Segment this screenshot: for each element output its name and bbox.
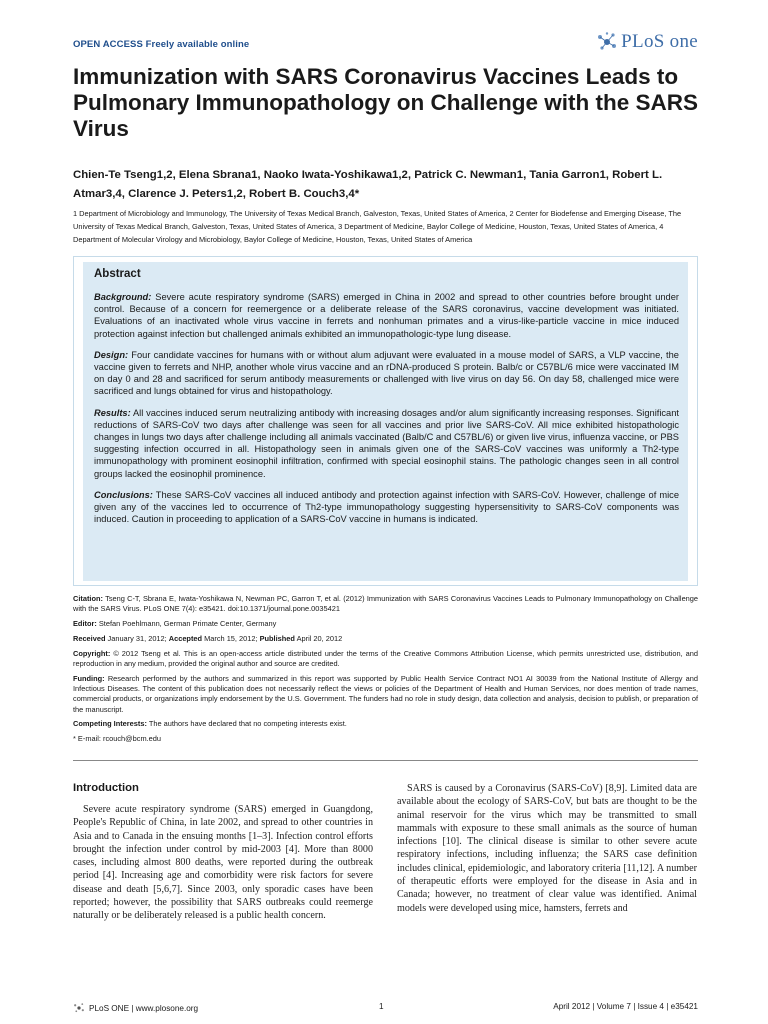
design-text: Four candidate vaccines for humans with or without alum adjuvant were evaluated in a mouse model of SARS, a VLP vaccine, the vaccine given to ferrets and NHP, another whole virus vaccine and an rDNA-produced S protein. Balb/c or C57BL/6 mice were vaccinated IM on day 0 and 28 and sacrificed for serum antibody measurements or challenged with live virus on day 56. On day 58, challenged mice were sacrificed and lungs obtained for virus and histopathology. [94,349,679,397]
received-date: January 31, 2012; [107,633,167,643]
abstract-background [94,291,679,340]
intro-paragraph: Severe acute respiratory syndrome (SARS) emerged in Guangdong, People's Republic of China, in late 2002, and spread to other countries in Asia and to Canada in the ensuing months [1–3]. Infection control efforts brought the infection under control by mid-2003 [4]. More than 8000 cases, including almost 800 deaths, were reported during the outbreak period [4]. Increasing age and comorbidity were risk factors for severe disease and death [5,6,7]. Since 2003, only sporadic cases have been reported; however, the possibility that SARS outbreaks could reemerge naturally or be deliberately released is a public health concern. [73,804,373,922]
copyright-label: Copyright: [73,648,111,658]
competing-label: Competing Interests: [73,719,147,729]
body-column-right [397,782,697,915]
published-date: April 20, 2012 [296,633,343,643]
editor [73,619,698,629]
funding-label: Funding: [73,673,105,683]
received-label: Received [73,633,106,643]
design-label: Design: [94,349,129,360]
competing-text: The authors have declared that no competing interests exist. [148,719,347,729]
competing-interests [73,719,698,729]
molecule-icon [73,1002,85,1014]
copyright-text: © 2012 Tseng et al. This is an open-access article distributed under the terms of the Creative Commons Attribution License, which permits unrestricted use, distribution, and reproduction in any medium, provided the original author and source are credited. [73,648,698,668]
background-label: Background: [94,292,152,302]
page-number: 1 [379,1002,384,1011]
background-text: Severe acute respiratory syndrome (SARS) emerged in China in 2002 and spread to other countries before brought under control. Because of a concern for reemergence or a deliberate release of the SARS coronavirus, vaccine development was initiated. Evaluations of an inactivated whole virus vaccine in ferrets and nonhuman primates and a virus-like-particle vaccine in mice induced protection against infection but challenged animals exhibited an immunopathologic-type lung disease. [94,292,679,339]
open-access-label: OPEN ACCESS Freely available online [73,39,250,50]
results-text: All vaccines induced serum neutralizing antibody with increasing dosages and/or alum significantly increasing responses. Significant reductions of SARS-CoV two days after challenge was seen for all vaccines and prior live SARS-CoV. All mice exhibited histopathologic changes in lungs two days after challenge including all animals vaccinated (Balb/C and C57BL/6) or given live virus, influenza vaccine, or PBS suggesting infection occurred in all. Histopathology seen in animals given one of the SARS-CoV vaccines was uniformly a Th2-type immunopathology with prominent eosinophil infiltration, confirmed with special eosinophil stains. The pathologic changes seen in all control groups lacked the eosinophil prominence. [94,407,679,479]
conclusions-text: These SARS-CoV vaccines all induced antibody and protection against infection with SARS-CoV. However, challenge of mice given any of the vaccines led to occurrence of Th2-type immunopathology suggesting hypersensitivity to SARS-CoV components was induced. Caution in proceeding to application of a SARS-CoV vaccine in humans is indicated. [94,489,679,525]
affiliations: 1 Department of Microbiology and Immunology, The University of Texas Medical Branch, Galveston, Texas, United States of America, 2 Center for Biodefense and Emerging Disease, The University of Texas Medical Branch, Galveston, Texas, United States of America, 3 Department of Medicine, Baylor College of Medicine, Houston, Texas, United States of America, 4 Department of Molecular Virology and Microbiology, Baylor College of Medicine, Houston, Texas, United States of America [73,209,682,245]
journal-header [73,31,698,55]
abstract-conclusions [94,489,679,526]
footer-journal [73,1002,198,1014]
citation-label: Citation: [73,594,103,603]
page-footer [73,1000,698,1014]
funding [73,674,698,715]
footer-issue: April 2012 | Volume 7 | Issue 4 | e35421 [553,1002,698,1011]
sars-paragraph: SARS is caused by a Coronavirus (SARS-CoV) [8,9]. Limited data are available about the ecology of SARS-CoV, but bats are thought to be the animal reservoir for the virus which may be transmitted to small mammals with exposure to these small animals as the source of human infections [10]. The clinical disease is similar to other severe acute respiratory infections, including influenza; the SARS case definition includes clinical, epidemiologic, and laboratory criteria [11,12]. A number of therapeutic efforts were employed for the disease in Asia and in Canada; however, no treatment of clear value was identified. Animal models were developed using mice, hamsters, ferrets and [397,783,697,914]
copyright [73,649,698,670]
author-list: Chien-Te Tseng1,2, Elena Sbrana1, Naoko Iwata-Yoshikawa1,2, Patrick C. Newman1, Tania Garron1, Robert L. Atmar3,4, Clarence J. Peters1,2, Robert B. Couch3,4* [73,169,663,200]
section-divider [73,760,698,761]
funding-text: Research performed by the authors and summarized in this report was supported by Public Health Service Contract NO1 AI 30039 from the National Institute of Allergy and Infectious Diseases. The content of this publication does not necessarily reflect the views or policies of the Department of Health and Human Services, nor does mention of trade names, commercial products, or organizations imply endorsement by the U.S. Government. The funders had no role in study design, data collection and analysis, decision to publish, or preparation of the manuscript. [73,673,698,714]
article-title: Immunization with SARS Coronavirus Vaccines Leads to Pulmonary Immunopathology on Challenge with the SARS Virus [73,64,699,141]
corresponding-email: * E-mail: rcouch@bcm.edu [73,734,162,744]
published-label: Published [259,633,295,643]
abstract-panel [83,262,688,581]
accepted-label: Accepted [168,633,203,643]
body-column-left [73,803,373,923]
citation [73,594,698,615]
accepted-date: March 15, 2012; [204,633,258,643]
article-metadata [73,594,698,749]
conclusions-label: Conclusions: [94,489,153,500]
dates [73,634,698,644]
results-label: Results: [94,407,131,418]
abstract-results [94,407,679,480]
editor-text: Stefan Poehlmann, German Primate Center, Germany [98,619,277,629]
intro-heading: Introduction [73,782,139,794]
molecule-icon [596,31,618,53]
footer-journal-text: PLoS ONE | www.plosone.org [89,1003,199,1013]
editor-label: Editor: [73,619,97,629]
abstract-heading: Abstract [94,268,141,280]
abstract-box [73,256,698,586]
citation-text: Tseng C-T, Sbrana E, Iwata-Yoshikawa N, Newman PC, Garron T, et al. (2012) Immunization with SARS Coronavirus Vaccines Leads to Pulmonary Immunopathology on Challenge with the SARS Virus. PLoS ONE 7(4): e35421. doi:10.1371/journal.pone.0035421 [73,594,699,614]
abstract-design [94,349,679,398]
journal-logo-text: PLoS one [621,31,698,52]
journal-logo [596,29,698,55]
